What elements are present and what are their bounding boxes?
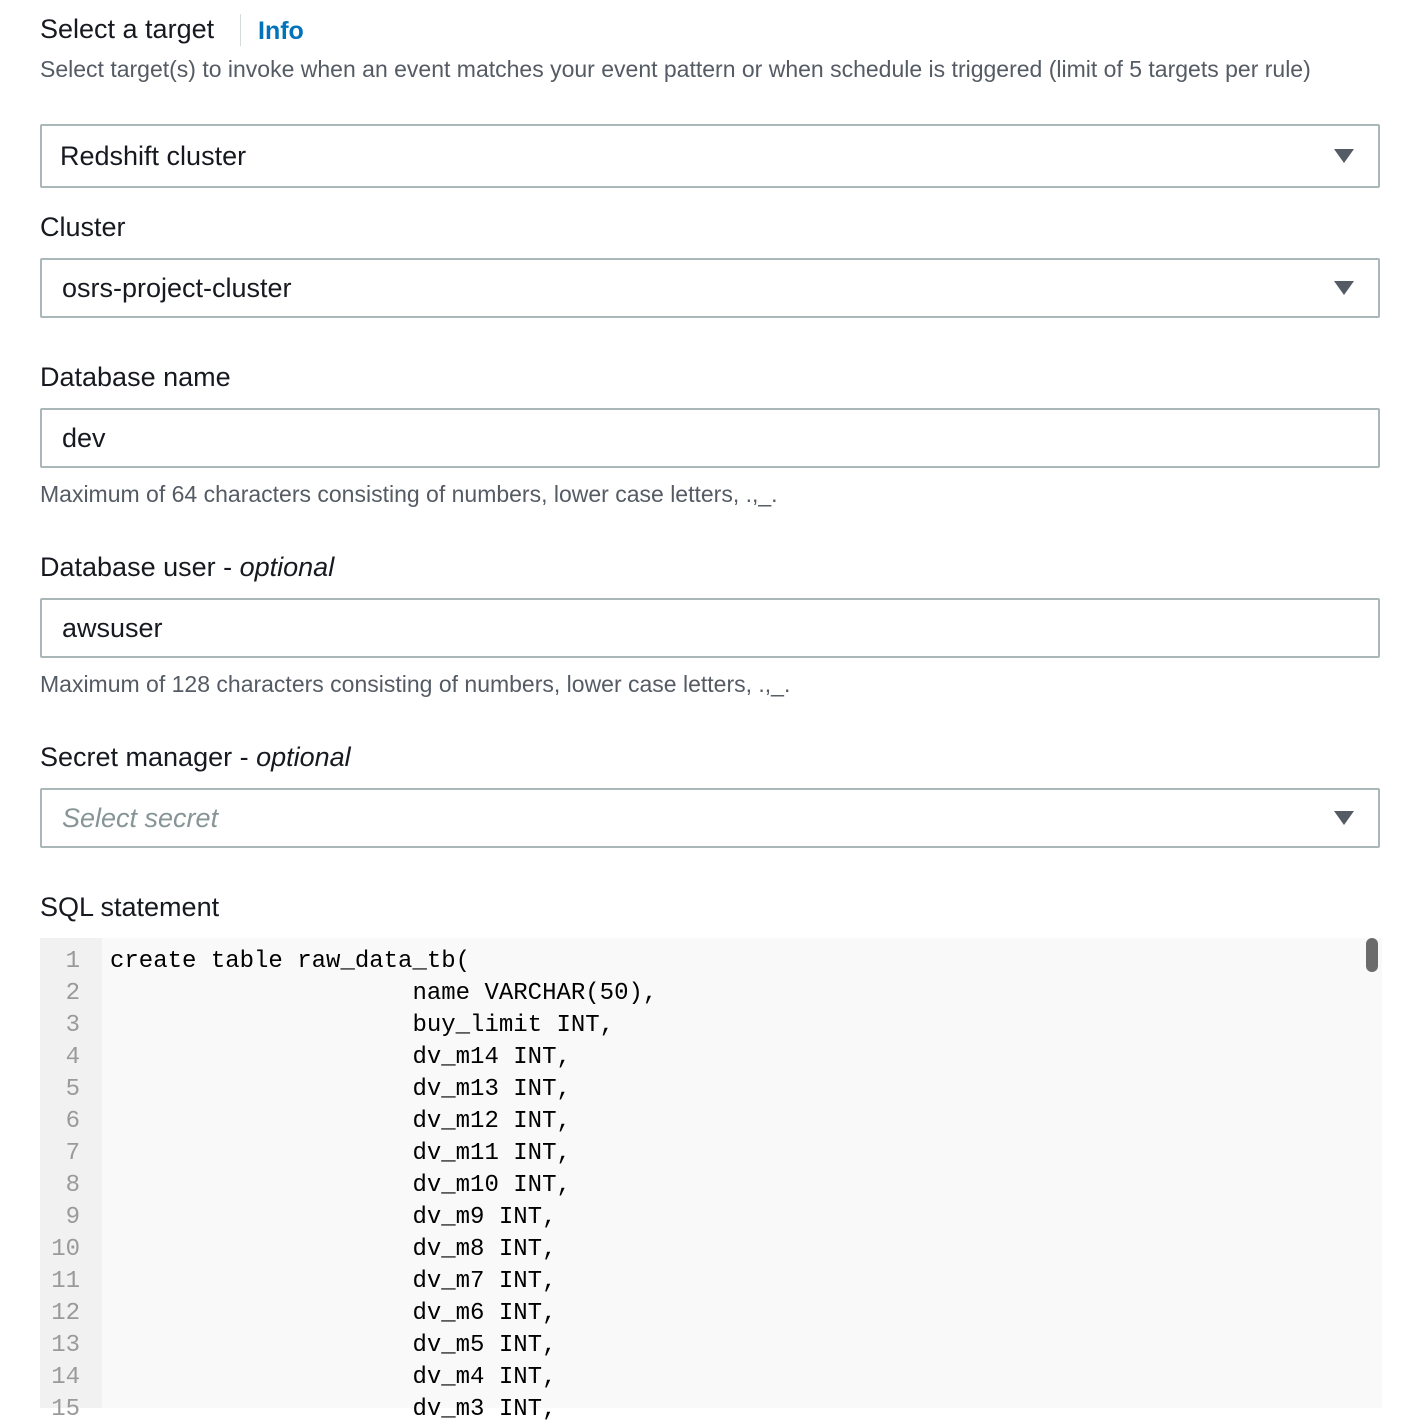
target-type-value: Redshift cluster [60,140,247,171]
info-link[interactable]: Info [258,17,304,45]
secret-select[interactable] [40,788,1380,848]
cluster-select[interactable] [40,258,1380,318]
cluster-label: Cluster [40,212,126,242]
code-text: dv_m8 INT, [110,1236,557,1263]
divider [240,14,241,46]
target-type-select[interactable] [40,124,1380,188]
database-user-label [40,552,334,583]
sql-statement-label: SQL statement [40,892,220,922]
code-text: dv_m5 INT, [110,1332,557,1359]
line-number: 8 [65,1172,80,1199]
line-number: 1 [65,948,80,975]
line-number: 6 [65,1108,80,1135]
line-number: 9 [65,1204,80,1231]
line-number: 5 [65,1076,80,1103]
code-text: create table raw_data_tb( [110,948,471,975]
secret-placeholder: Select secret [62,802,219,833]
line-number: 15 [51,1396,80,1423]
sql-editor[interactable] [40,938,1382,1423]
line-number: 12 [51,1300,80,1327]
code-text: dv_m14 INT, [110,1044,571,1071]
code-text: dv_m10 INT, [110,1172,571,1199]
database-name-label: Database name [40,362,231,392]
database-name-value: dev [62,422,106,453]
line-number: 4 [65,1044,80,1071]
line-number: 13 [51,1332,80,1359]
code-text: dv_m12 INT, [110,1108,571,1135]
code-text: name VARCHAR(50), [110,980,658,1007]
secret-manager-label [40,742,351,773]
cluster-value: osrs-project-cluster [62,272,292,303]
database-user-hint: Maximum of 128 characters consisting of numbers, lower case letters, .,_. [40,671,791,697]
code-text: dv_m3 INT, [110,1396,557,1423]
code-text: dv_m4 INT, [110,1364,557,1391]
database-name-hint: Maximum of 64 characters consisting of numbers, lower case letters, .,_. [40,481,778,507]
database-name-input[interactable] [40,408,1380,468]
line-number: 10 [51,1236,80,1263]
scrollbar-thumb[interactable] [1366,938,1378,972]
line-number: 14 [51,1364,80,1391]
line-number: 2 [65,980,80,1007]
code-text: dv_m9 INT, [110,1204,557,1231]
database-user-label-text: Database user - [40,552,240,582]
target-label: Select a target [40,14,215,44]
caret-down-icon [1334,149,1354,163]
code-text: dv_m6 INT, [110,1300,557,1327]
caret-down-icon [1334,281,1354,295]
caret-down-icon [1334,811,1354,825]
code-text: dv_m7 INT, [110,1268,557,1295]
line-number: 11 [51,1268,80,1295]
code-text: buy_limit INT, [110,1012,615,1039]
database-user-value: awsuser [62,612,163,643]
code-text: dv_m11 INT, [110,1140,571,1167]
database-user-input[interactable] [40,598,1380,658]
target-description: Select target(s) to invoke when an event matches your event pattern or when schedule is triggered (limit of 5 targets per rule) [40,56,1311,82]
optional-tag: optional [239,552,335,582]
secret-manager-label-text: Secret manager - [40,742,257,772]
line-number: 3 [65,1012,80,1039]
line-number: 7 [65,1140,80,1167]
optional-tag: optional [256,742,351,772]
code-text: dv_m13 INT, [110,1076,571,1103]
